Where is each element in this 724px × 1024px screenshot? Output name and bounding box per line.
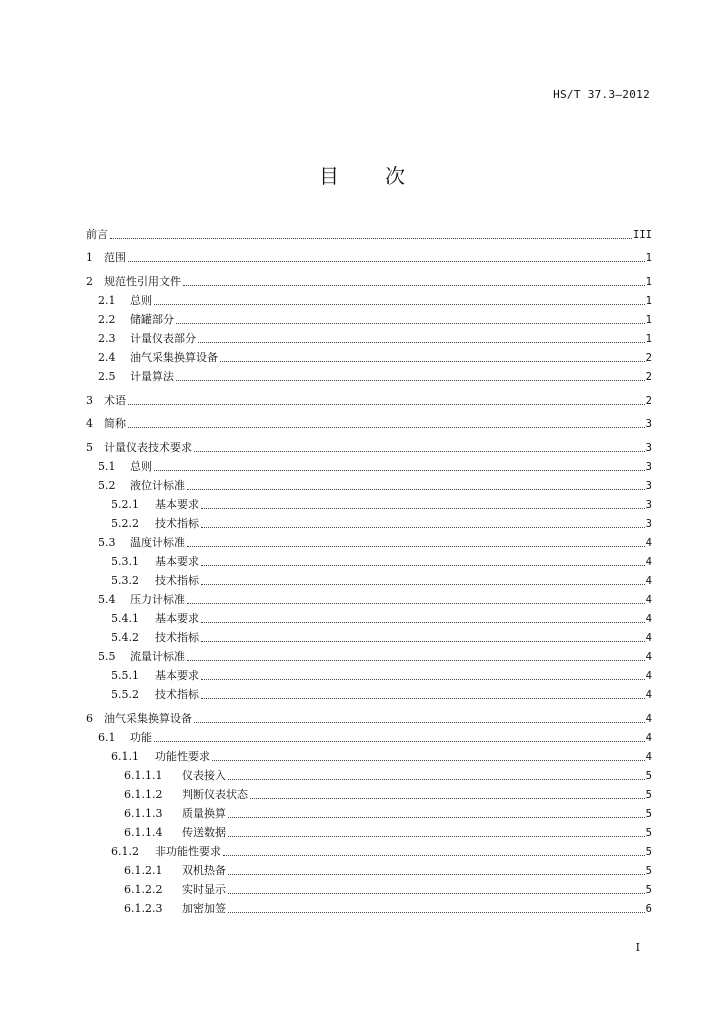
- toc-dot-leader: [201, 641, 645, 642]
- toc-entry-label: 功能性要求: [155, 749, 210, 763]
- toc-entry-number: 5.4.2: [111, 631, 139, 645]
- table-of-contents: [86, 218, 652, 916]
- toc-entry-page: 5: [645, 864, 652, 877]
- toc-entry[interactable]: [86, 626, 652, 645]
- toc-entry-page: 4: [645, 632, 652, 645]
- toc-entry[interactable]: [86, 569, 652, 588]
- toc-entry-label: 判断仪表状态: [182, 787, 248, 801]
- toc-dot-leader: [128, 427, 645, 428]
- toc-entry-label: 基本要求: [155, 612, 199, 626]
- toc-entry[interactable]: [86, 859, 652, 878]
- toc-dot-leader: [201, 527, 645, 528]
- toc-entry-number: 5.3: [98, 536, 116, 550]
- toc-entry[interactable]: [86, 512, 652, 531]
- toc-entry-page: 4: [645, 731, 652, 744]
- toc-entry[interactable]: [86, 745, 652, 764]
- toc-entry[interactable]: [86, 683, 652, 702]
- toc-entry-label: 压力计标准: [130, 593, 185, 607]
- toc-entry-label: 术语: [104, 393, 126, 407]
- toc-dot-leader: [201, 565, 645, 566]
- toc-entry[interactable]: [86, 783, 652, 802]
- toc-entry-page: 4: [645, 712, 652, 725]
- toc-entry[interactable]: [86, 702, 652, 726]
- toc-entry-page: 6: [645, 902, 652, 915]
- toc-entry-label: 基本要求: [155, 555, 199, 569]
- toc-entry-number: 5.5.1: [111, 669, 139, 683]
- toc-entry-number: 5.4.1: [111, 612, 139, 626]
- toc-entry-label: 技术指标: [155, 517, 199, 531]
- toc-entry-number: 1: [86, 251, 93, 265]
- toc-entry-number: 6.1.1.3: [124, 806, 163, 820]
- toc-entry[interactable]: [86, 878, 652, 897]
- toc-entry-label: 双机热备: [182, 863, 226, 877]
- toc-entry-label: 计量算法: [130, 370, 174, 384]
- toc-dot-leader: [128, 261, 645, 262]
- toc-dot-leader: [228, 874, 645, 875]
- toc-entry[interactable]: [86, 327, 652, 346]
- toc-entry-number: 5.3.1: [111, 555, 139, 569]
- toc-entry[interactable]: [86, 764, 652, 783]
- toc-entry-page: 1: [645, 276, 652, 289]
- title-char-1: 目: [319, 164, 339, 188]
- toc-entry-page: 4: [645, 670, 652, 683]
- toc-entry-number: 5.2.2: [111, 517, 139, 531]
- toc-entry-label: 流量计标准: [130, 650, 185, 664]
- toc-dot-leader: [154, 470, 645, 471]
- toc-entry[interactable]: [86, 289, 652, 308]
- toc-entry-number: 6.1.1.2: [124, 787, 163, 801]
- toc-dot-leader: [201, 622, 645, 623]
- toc-entry[interactable]: [86, 645, 652, 664]
- toc-entry-label: 计量仪表部分: [130, 332, 196, 346]
- toc-entry-number: 5.2.1: [111, 498, 139, 512]
- toc-entry-label: 油气采集换算设备: [104, 711, 192, 725]
- toc-entry-label: 技术指标: [155, 631, 199, 645]
- toc-entry[interactable]: [86, 897, 652, 916]
- toc-dot-leader: [212, 760, 645, 761]
- toc-entry-number: 2.4: [98, 351, 116, 365]
- toc-entry-number: 5.2: [98, 479, 116, 493]
- toc-entry-label: 基本要求: [155, 498, 199, 512]
- toc-entry-number: 3: [86, 393, 93, 407]
- toc-entry[interactable]: [86, 265, 652, 289]
- toc-entry[interactable]: [86, 455, 652, 474]
- toc-dot-leader: [228, 893, 645, 894]
- toc-entry[interactable]: [86, 726, 652, 745]
- toc-entry-page: 4: [645, 689, 652, 702]
- toc-entry-number: 6.1: [98, 730, 116, 744]
- toc-entry-page: 1: [645, 333, 652, 346]
- toc-entry-label: 简称: [104, 417, 126, 431]
- toc-dot-leader: [223, 855, 645, 856]
- toc-entry-page: 4: [645, 575, 652, 588]
- toc-entry-number: 6.1.1.4: [124, 825, 163, 839]
- toc-entry-label: 仪表接入: [182, 768, 226, 782]
- toc-entry-number: 2: [86, 275, 93, 289]
- toc-dot-leader: [228, 779, 645, 780]
- toc-entry-label: 基本要求: [155, 669, 199, 683]
- toc-dot-leader: [201, 698, 645, 699]
- toc-entry-page: 4: [645, 613, 652, 626]
- toc-entry-number: 2.3: [98, 332, 116, 346]
- toc-entry-label: 前言: [86, 227, 108, 241]
- toc-entry-page: 4: [645, 750, 652, 763]
- toc-entry-page: 4: [645, 537, 652, 550]
- toc-entry[interactable]: [86, 664, 652, 683]
- toc-entry-number: 2.5: [98, 370, 116, 384]
- toc-entry-page: 3: [645, 480, 652, 493]
- toc-entry-number: 2.2: [98, 313, 116, 327]
- footer-page-number: I: [635, 941, 640, 954]
- toc-entry-label: 实时显示: [182, 882, 226, 896]
- toc-entry-label: 范围: [104, 251, 126, 265]
- toc-entry-label: 规范性引用文件: [104, 275, 181, 289]
- toc-entry-number: 5: [86, 441, 93, 455]
- toc-entry-page: 5: [645, 769, 652, 782]
- toc-entry-label: 加密加签: [182, 901, 226, 915]
- toc-entry-page: 1: [645, 314, 652, 327]
- toc-entry-label: 质量换算: [182, 806, 226, 820]
- toc-dot-leader: [128, 404, 645, 405]
- toc-entry-label: 技术指标: [155, 688, 199, 702]
- toc-dot-leader: [201, 679, 645, 680]
- toc-dot-leader: [250, 798, 645, 799]
- toc-entry-page: 4: [645, 556, 652, 569]
- toc-dot-leader: [154, 741, 645, 742]
- toc-entry-page: 1: [645, 295, 652, 308]
- toc-entry[interactable]: [86, 308, 652, 327]
- toc-entry-number: 5.5.2: [111, 688, 139, 702]
- toc-entry[interactable]: [86, 431, 652, 455]
- toc-entry[interactable]: [86, 346, 652, 365]
- toc-dot-leader: [194, 722, 645, 723]
- toc-entry[interactable]: [86, 588, 652, 607]
- toc-entry-page: 5: [645, 883, 652, 896]
- toc-entry-page: 2: [645, 352, 652, 365]
- toc-entry-label: 传送数据: [182, 825, 226, 839]
- toc-dot-leader: [110, 238, 632, 239]
- toc-entry-page: 3: [645, 461, 652, 474]
- toc-entry-page: 2: [645, 371, 652, 384]
- toc-entry-page: 4: [645, 651, 652, 664]
- toc-dot-leader: [176, 380, 645, 381]
- toc-entry[interactable]: [86, 531, 652, 550]
- toc-entry-page: 5: [645, 788, 652, 801]
- toc-entry-page: 4: [645, 594, 652, 607]
- toc-entry[interactable]: [86, 802, 652, 821]
- toc-entry[interactable]: [86, 474, 652, 493]
- toc-dot-leader: [201, 508, 645, 509]
- toc-entry-number: 6.1.2.3: [124, 901, 163, 915]
- toc-dot-leader: [228, 912, 645, 913]
- page-title: [0, 160, 724, 189]
- toc-dot-leader: [194, 451, 645, 452]
- toc-dot-leader: [228, 836, 645, 837]
- toc-entry-page: 3: [645, 518, 652, 531]
- toc-entry-page: 2: [645, 394, 652, 407]
- toc-entry-label: 技术指标: [155, 574, 199, 588]
- toc-entry-label: 非功能性要求: [155, 844, 221, 858]
- toc-dot-leader: [228, 817, 645, 818]
- toc-entry-label: 油气采集换算设备: [130, 351, 218, 365]
- toc-entry-label: 总则: [130, 460, 152, 474]
- toc-dot-leader: [154, 304, 645, 305]
- toc-dot-leader: [201, 584, 645, 585]
- toc-dot-leader: [183, 285, 645, 286]
- toc-entry[interactable]: [86, 840, 652, 859]
- title-char-2: 次: [385, 164, 405, 188]
- toc-entry-number: 6.1.2: [111, 844, 139, 858]
- toc-entry[interactable]: [86, 408, 652, 432]
- toc-dot-leader: [176, 323, 645, 324]
- toc-dot-leader: [187, 603, 645, 604]
- toc-entry[interactable]: [86, 384, 652, 408]
- toc-dot-leader: [187, 546, 645, 547]
- toc-entry-number: 5.1: [98, 460, 116, 474]
- toc-entry-page: 3: [645, 442, 652, 455]
- toc-entry-number: 6.1.2.2: [124, 882, 163, 896]
- toc-dot-leader: [187, 489, 645, 490]
- toc-dot-leader: [220, 361, 645, 362]
- toc-dot-leader: [187, 660, 645, 661]
- toc-entry[interactable]: [86, 365, 652, 384]
- toc-entry-page: 5: [645, 845, 652, 858]
- toc-entry[interactable]: [86, 493, 652, 512]
- toc-entry-number: 6.1.1: [111, 749, 139, 763]
- toc-entry-label: 液位计标准: [130, 479, 185, 493]
- toc-entry[interactable]: [86, 242, 652, 266]
- toc-entry[interactable]: [86, 607, 652, 626]
- toc-entry-number: 6: [86, 711, 93, 725]
- toc-entry-label: 功能: [130, 730, 152, 744]
- toc-entry-label: 计量仪表技术要求: [104, 441, 192, 455]
- toc-entry-page: 5: [645, 826, 652, 839]
- toc-entry-label: 总则: [130, 294, 152, 308]
- toc-entry[interactable]: [86, 821, 652, 840]
- toc-entry-number: 5.4: [98, 593, 116, 607]
- toc-entry-page: 3: [645, 418, 652, 431]
- toc-entry-page: 5: [645, 807, 652, 820]
- toc-entry-number: 2.1: [98, 294, 116, 308]
- toc-entry-label: 储罐部分: [130, 313, 174, 327]
- standard-code: HS/T 37.3—2012: [553, 88, 650, 101]
- toc-entry-number: 5.5: [98, 650, 116, 664]
- toc-entry-page: 3: [645, 499, 652, 512]
- toc-entry-page: III: [633, 228, 652, 241]
- toc-entry[interactable]: [86, 550, 652, 569]
- toc-entry-number: 6.1.2.1: [124, 863, 163, 877]
- toc-entry-number: 5.3.2: [111, 574, 139, 588]
- toc-entry-label: 温度计标准: [130, 536, 185, 550]
- toc-entry-number: 4: [86, 417, 93, 431]
- toc-dot-leader: [198, 342, 645, 343]
- toc-entry-page: 1: [645, 252, 652, 265]
- toc-entry[interactable]: [86, 218, 652, 242]
- toc-entry-number: 6.1.1.1: [124, 768, 163, 782]
